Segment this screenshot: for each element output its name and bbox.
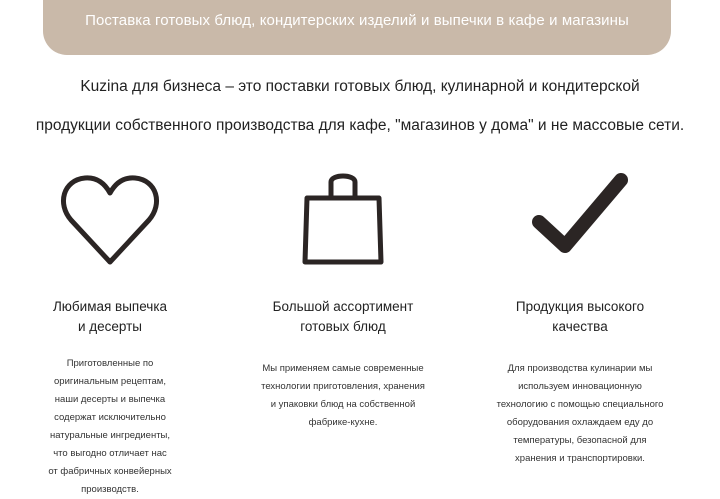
intro-line-1: Kuzina для бизнеса – это поставки готовых блюд, кулинарной и кондитерской [80,78,640,95]
feature-assortment [233,165,453,432]
feature-quality [470,165,690,468]
intro-line-2: продукции собственного производства для кафе, "магазинов у дома" и не массовые сети. [35,117,685,134]
shopping-bag-icon [233,165,453,275]
feature-description: Для производства кулинарии мы используем инновационную технологию с помощью специального оборудования охлаждаем еду до температуры, безопасной для хранения и транспортировки. [496,363,664,464]
checkmark-icon [470,165,690,275]
feature-description: Мы применяем самые современные технологии приготовления, хранения и упаковки блюд на собственной фабрике-кухне. [261,363,425,428]
banner-text: Поставка готовых блюд, кондитерских изделий и выпечки в кафе и магазины [85,12,629,29]
heart-icon [0,165,220,275]
feature-title: Большой ассортимент готовых блюд [272,299,414,334]
feature-pastry [0,165,220,499]
top-banner [43,0,671,55]
feature-title: Продукция высокого качества [515,299,645,334]
feature-description: Приготовленные по оригинальным рецептам, наши десерты и выпечка содержат исключительно натуральные ингредиенты, что выгодно отличает нас от фабричных конвейерных производств. [48,358,172,495]
feature-title: Любимая выпечка и десерты [52,299,168,334]
